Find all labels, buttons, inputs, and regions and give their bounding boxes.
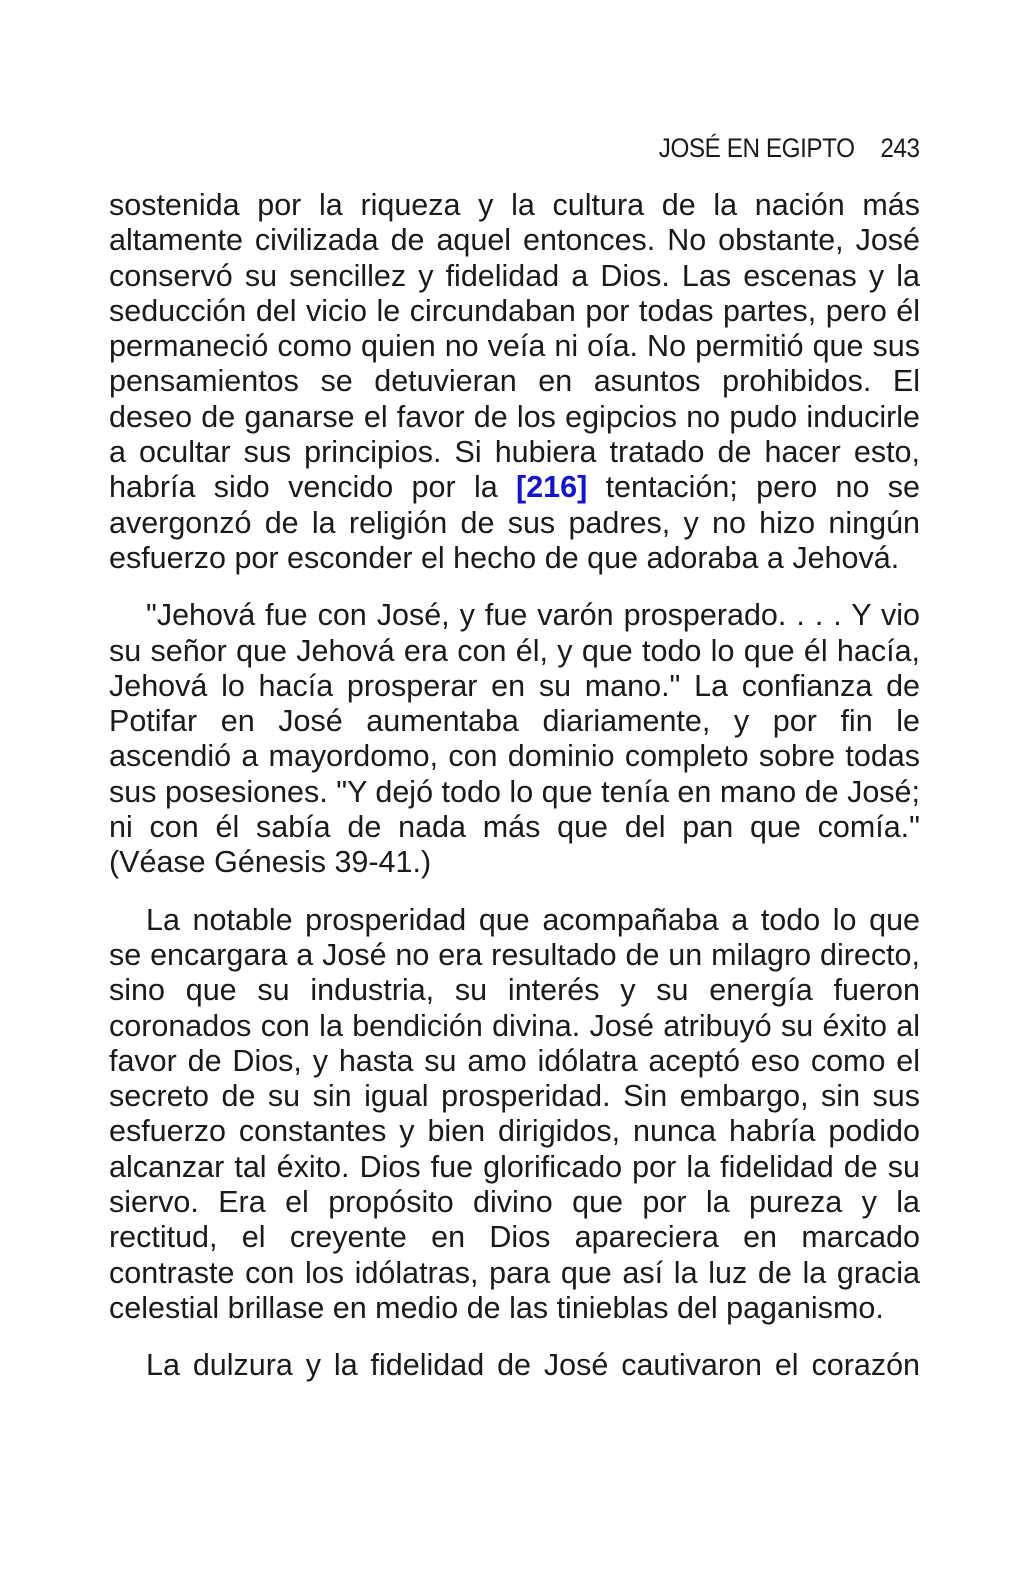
paragraph-2: "Jehová fue con José, y fue varón prosperado. . . . Y vio su señor que Jehová era con él, y que todo lo que él hacía, Jehová lo hacía prosperar en su mano." La confianza de Potifar en José aumentaba diariamente, y por fin le ascendió a mayordomo, con dominio completo sobre todas sus posesiones. "Y dejó todo lo que tenía en mano de José; ni con él sabía de nada más que del pan que comía." (Véase Génesis 39-41.) bbox=[109, 598, 920, 880]
body-text bbox=[109, 188, 920, 1406]
paragraph-1-text-a: sostenida por la riqueza y la cultura de la nación más altamente civilizada de aquel entonces. No obstante, José conservó su sencillez y fidelidad a Dios. Las escenas y la seducción del vicio le circundaban por todas partes, pero él permaneció como quien no veía ni oía. No permitió que sus pensamientos se detuvieran en asuntos prohibidos. El deseo de ganarse el favor de los egipcios no pudo inducirle a ocultar sus principios. Si hubiera tratado de hacer esto, habría sido vencido por la bbox=[109, 188, 920, 505]
running-title: JOSÉ EN EGIPTO bbox=[658, 133, 855, 163]
paragraph-1-text-b: tentación; pero no se avergonzó de la religión de sus padres, y no hizo ningún esfuerzo por esconder el hecho de que adoraba a Jehová. bbox=[109, 470, 920, 575]
page-reference-link[interactable]: [216] bbox=[516, 470, 588, 505]
paragraph-4: La dulzura y la fidelidad de José cautivaron el corazón bbox=[146, 1348, 920, 1383]
page-number: 243 bbox=[880, 133, 920, 163]
running-header bbox=[637, 130, 920, 166]
paragraph-3: La notable prosperidad que acompañaba a todo lo que se encargara a José no era resultado de un milagro directo, sino que su industria, su interés y su energía fueron coronados con la bendición divina. José atribuyó su éxito al favor de Dios, y hasta su amo idólatra aceptó eso como el secreto de su sin igual prosperidad. Sin embargo, sin sus esfuerzo constantes y bien dirigidos, nunca habría podido alcanzar tal éxito. Dios fue glorificado por la fidelidad de su siervo. Era el propósito divino que por la pureza y la rectitud, el creyente en Dios apareciera en marcado contraste con los idólatras, para que así la luz de la gracia celestial brillase en medio de las tinieblas del paganismo. bbox=[109, 902, 920, 1325]
paragraph-1 bbox=[109, 188, 920, 576]
